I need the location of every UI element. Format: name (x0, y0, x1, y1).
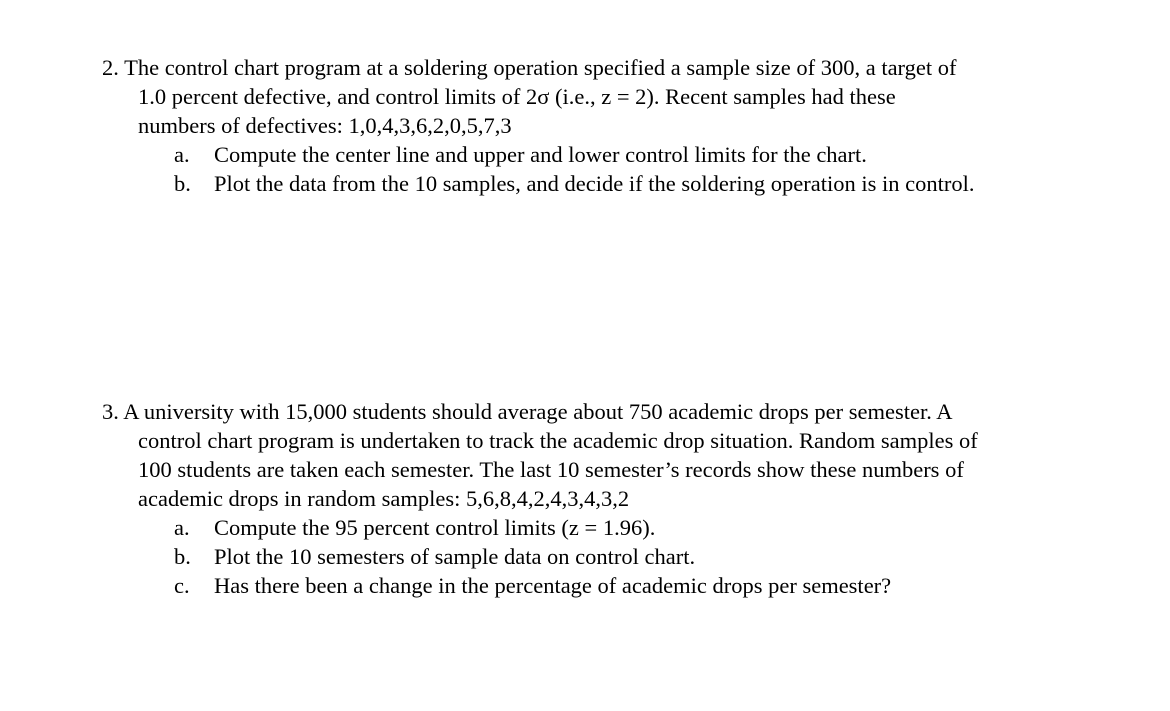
problem-3-line-2: control chart program is undertaken to track the academic drop situation. Random samples of (138, 428, 978, 453)
subitem-marker: b. (174, 544, 191, 569)
problem-2-line-2: 1.0 percent defective, and control limits of 2σ (i.e., z = 2). Recent samples had these (138, 84, 896, 109)
problem-2 (102, 53, 1142, 198)
problem-2-line-3: numbers of defectives: 1,0,4,3,6,2,0,5,7,3 (138, 113, 512, 138)
problem-3-subitem-b (102, 542, 1142, 571)
problem-3-subitem-c (102, 571, 1142, 600)
subitem-text: Compute the 95 percent control limits (z = 1.96). (214, 515, 656, 540)
subitem-text: Has there been a change in the percentage of academic drops per semester? (214, 573, 892, 598)
problem-3-subitem-a (102, 513, 1142, 542)
problem-2-line-1: 2. The control chart program at a soldering operation specified a sample size of 300, a target of (102, 55, 957, 80)
subitem-marker: a. (174, 515, 190, 540)
problem-3-line-1: 3. A university with 15,000 students should average about 750 academic drops per semester. A (102, 399, 953, 424)
subitem-text: Compute the center line and upper and lower control limits for the chart. (214, 142, 867, 167)
subitem-text: Plot the 10 semesters of sample data on control chart. (214, 544, 696, 569)
problem-3-line-3: 100 students are taken each semester. The last 10 semester’s records show these numbers of (138, 457, 964, 482)
problem-2-subitem-a (102, 140, 1142, 169)
subitem-marker: c. (174, 573, 190, 598)
subitem-marker: b. (174, 171, 191, 196)
subitem-marker: a. (174, 142, 190, 167)
subitem-text: Plot the data from the 10 samples, and decide if the soldering operation is in control. (214, 171, 975, 196)
problem-2-subitem-b (102, 169, 1142, 198)
problem-3-line-4: academic drops in random samples: 5,6,8,4,2,4,3,4,3,2 (138, 486, 630, 511)
problem-3 (102, 397, 1142, 600)
